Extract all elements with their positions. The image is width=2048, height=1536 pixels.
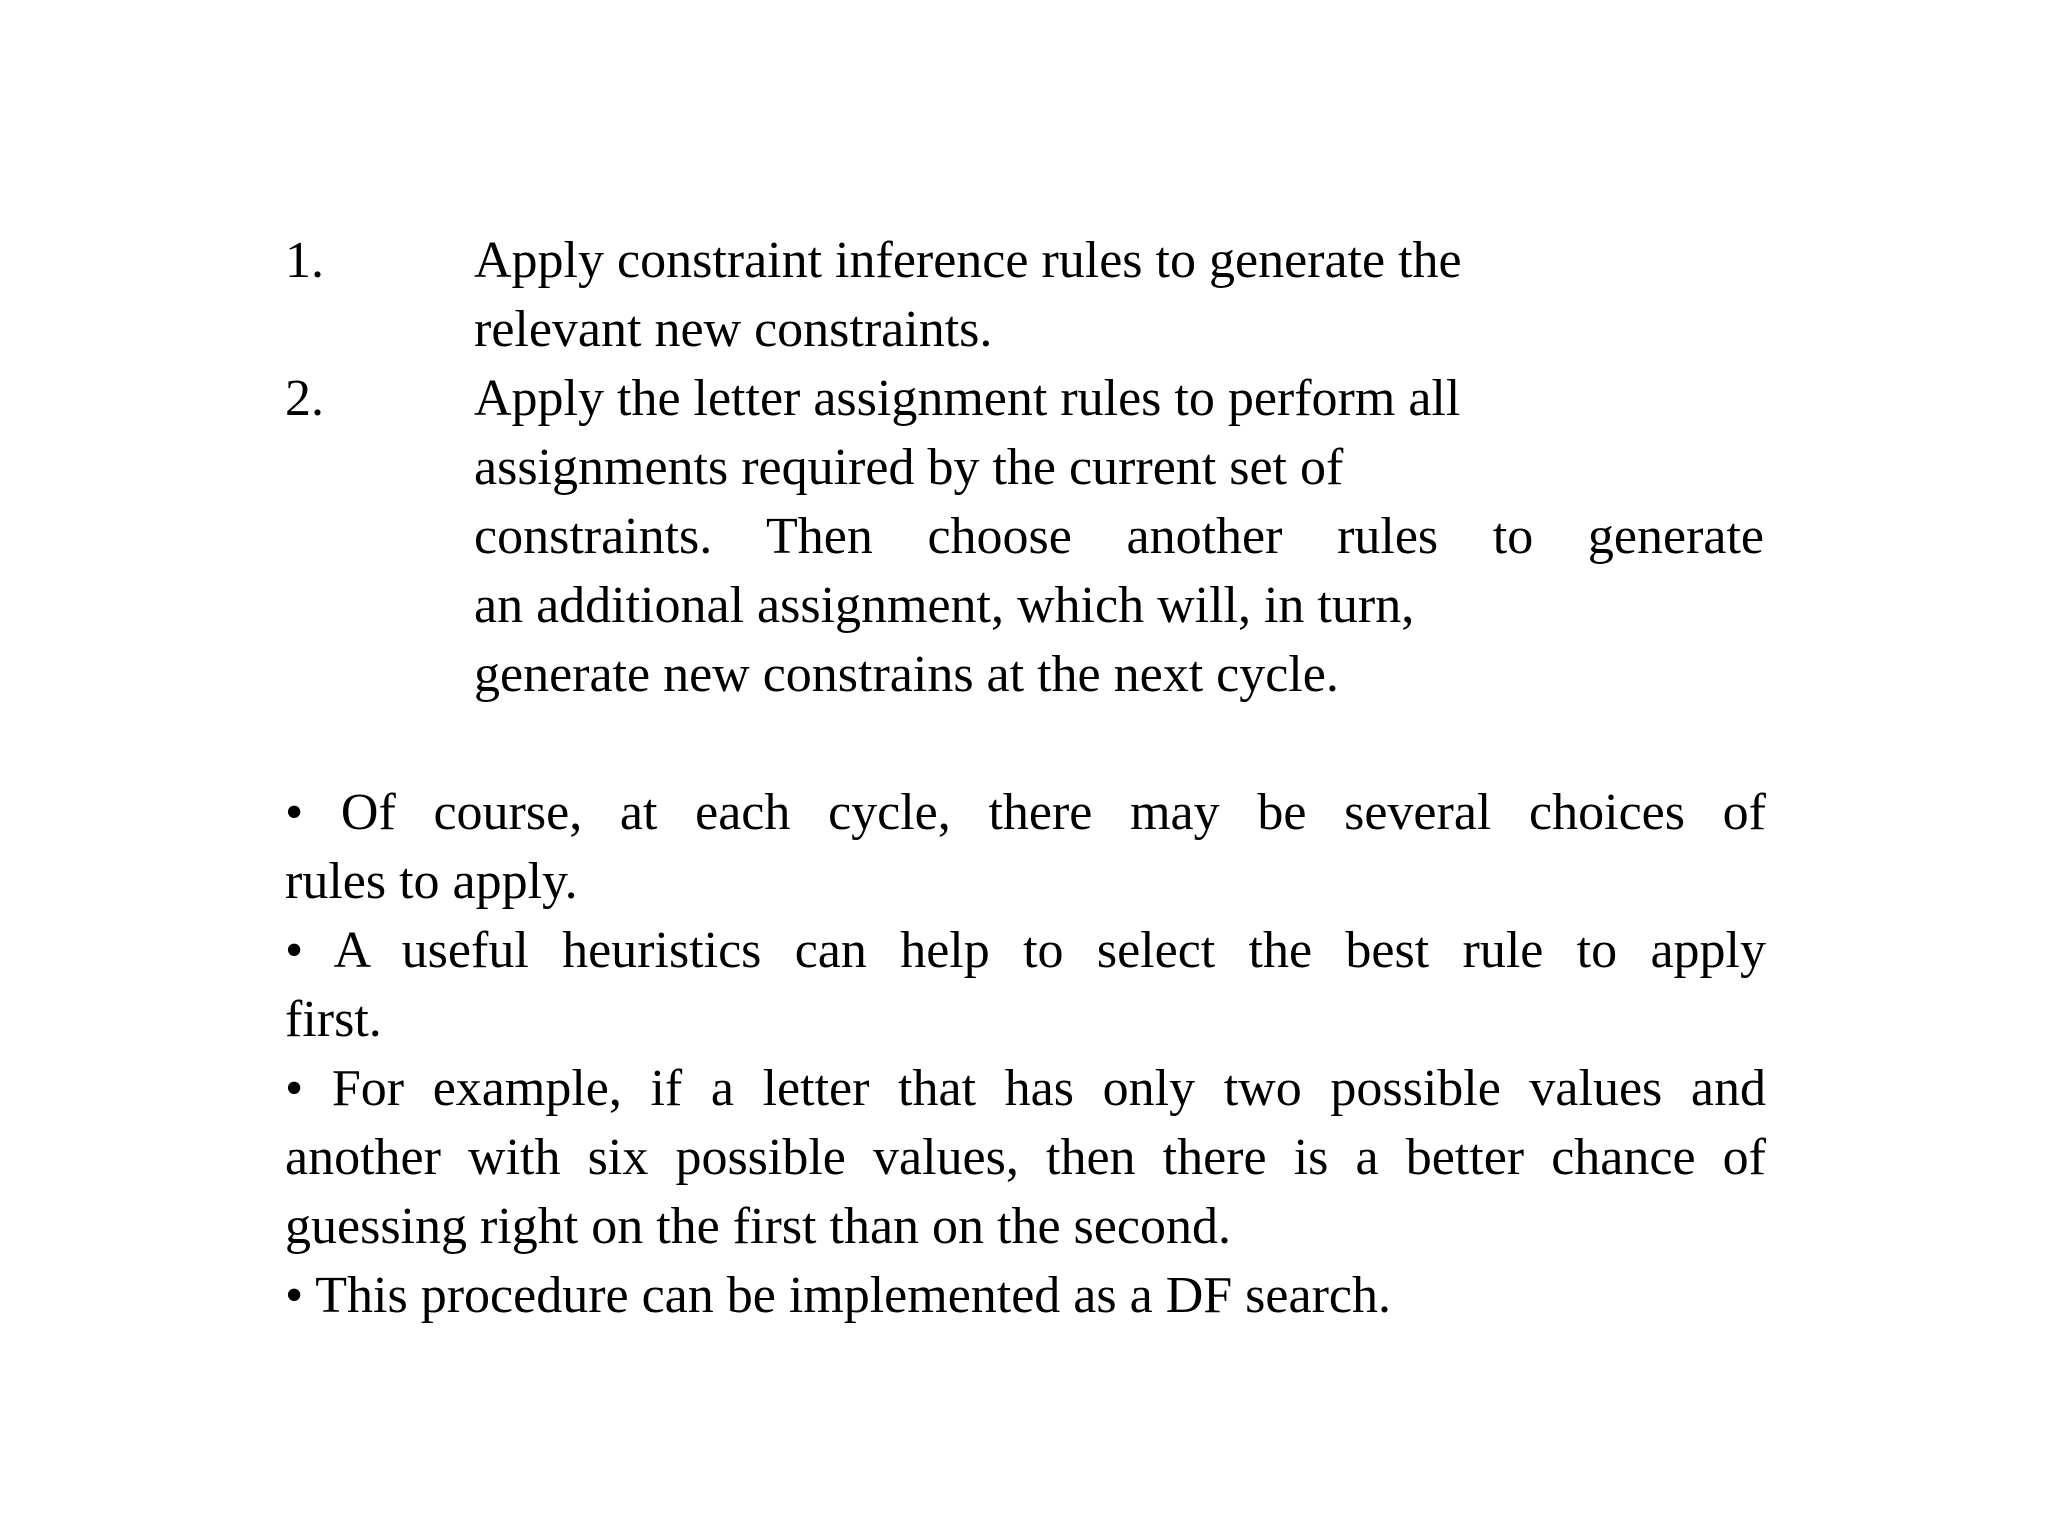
list-item-2-line-1: Apply the letter assignment rules to perform all (474, 370, 1461, 427)
list-item-2-line-2: assignments required by the current set of (474, 439, 1344, 496)
bullet-2-line-2: first. (285, 991, 382, 1048)
bullet-4-line-1: • This procedure can be implemented as a DF search. (285, 1267, 1391, 1324)
list-item-2-line-5: generate new constrains at the next cycle. (474, 646, 1339, 703)
list-number-2: 2. (285, 370, 324, 427)
list-number-1: 1. (285, 232, 324, 289)
list-item-2-line-4: an additional assignment, which will, in turn, (474, 577, 1415, 634)
bullet-1-line-2: rules to apply. (285, 853, 578, 910)
list-item-1-line-1: Apply constraint inference rules to generate the (474, 232, 1462, 289)
bullet-1-line-1: • Of course, at each cycle, there may be several choices of (285, 784, 1766, 841)
list-item-2-line-3: constraints. Then choose another rules to generate (474, 508, 1764, 565)
bullet-3-line-2: another with six possible values, then there is a better chance of (285, 1129, 1766, 1186)
list-item-1-line-2: relevant new constraints. (474, 301, 993, 358)
bullet-3-line-1: • For example, if a letter that has only two possible values and (285, 1060, 1766, 1117)
bullet-3-line-3: guessing right on the first than on the second. (285, 1198, 1231, 1255)
bullet-2-line-1: • A useful heuristics can help to select the best rule to apply (285, 922, 1766, 979)
